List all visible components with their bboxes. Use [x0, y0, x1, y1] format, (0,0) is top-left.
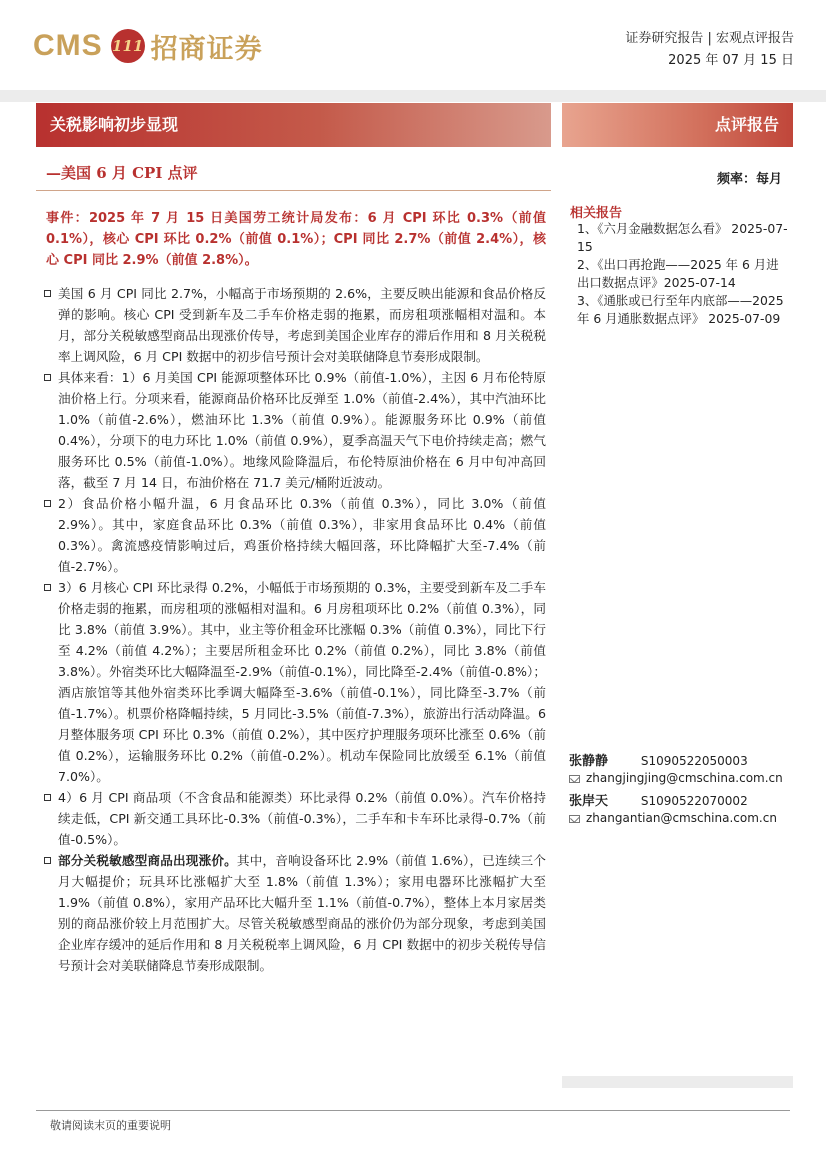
checkbox-bullet-icon — [44, 500, 51, 507]
paragraph-text: 具体来看：1）6 月美国 CPI 能源项整体环比 0.9%（前值-1.0%），主因 6 月布伦特原油价格上行。分项来看，能源商品价格环比反弹至 1.0%（前值-2.4%），其中汽油环比 1.0%（前值-2.6%），燃油环比 1.3%（前值 0.9%）。能源服务环比 0.9%（前值 0.4%），分项下的电力环比 1.0%（前值 0.9%），夏季高温天气下电价持续走高；燃气服务环比 0.5%（前值-1.0%）。地缘风险降温后，布伦特原油价格在 6 月中旬冲高回落，截至 7 月 14 日，布油价格在 71.7 美元/桶附近波动。 — [58, 370, 546, 490]
related-reports-list — [577, 220, 789, 328]
checkbox-bullet-icon — [44, 290, 51, 297]
paragraph-text: 3）6 月核心 CPI 环比录得 0.2%，小幅低于市场预期的 0.3%，主要受到新车及二手车价格走弱的拖累，而房租项的涨幅相对温和。6 月房租项环比 0.2%（前值 0.3%），同比 3.8%（前值 3.9%）。其中，业主等价租金环比涨幅 0.3%（前值 0.3%），同比下行至 4.2%（前值 4.2%）；主要居所租金环比 0.2%（前值 0.2%），同比 3.8%（前值 3.8%）。外宿类环比大幅降温至-2.9%（前值-0.1%），同比降至-2.4%（前值-0.8%）；酒店旅馆等其他外宿类环比季调大幅降至-3.6%（前值-0.1%），同比降至-3.7%（前值-1.7%）。机票价格降幅持续，5 月同比-3.5%（前值-7.3%），旅游出行活动降温。6 月整体服务项 CPI 环比 0.3%（前值 0.2%），其中医疗护理服务项环比涨至 0.6%（前值 0.2%），运输服务环比 0.2%（前值-0.2%）。机动车保险同比放缓至 6.1%（前值 7.0%）。 — [58, 580, 546, 784]
report-type: 证券研究报告 | 宏观点评报告 — [625, 31, 794, 46]
related-report-link[interactable]: 1、《六月金融数据怎么看》 2025-07-15 — [577, 221, 788, 254]
report-subtitle: —美国 6 月 CPI 点评 — [46, 164, 198, 182]
report-title-banner: 关税影响初步显现 — [36, 103, 551, 147]
paragraph-text: 4）6 月 CPI 商品项（不含食品和能源类）环比录得 0.2%（前值 0.0%）。汽车价格持续走低，CPI 新交通工具环比-0.3%（前值-0.3%），二手车和卡车环比录得-0.7%（前值-0.5%）。 — [58, 790, 546, 847]
logo-cms-text: CMS — [33, 29, 103, 62]
report-date: 2025 年 07 月 15 日 — [668, 53, 794, 68]
author-id: S1090522050003 — [640, 754, 748, 768]
author-1-email-row — [569, 771, 783, 785]
report-category-banner: 点评报告 — [562, 103, 793, 147]
author-1 — [569, 750, 748, 769]
paragraph-text: 2）食品价格小幅升温，6 月食品环比 0.3%（前值 0.3%），同比 3.0%（前值 2.9%）。其中，家庭食品环比 0.3%（前值 0.3%），非家用食品环比 0.4%（前值 0.3%）。禽流感疫情影响过后，鸡蛋价格持续大幅回落，环比降幅扩大至-7.4%（前值-2.7%）。 — [58, 496, 546, 574]
paragraph-lead: 部分关税敏感型商品出现涨价。 — [58, 853, 237, 868]
related-report-link[interactable]: 2、《出口再抢跑——2025 年 6 月进出口数据点评》2025-07-14 — [577, 257, 779, 290]
body-paragraph — [44, 850, 546, 976]
author-name: 张静静 — [569, 754, 609, 769]
paragraph-text: 其中，音响设备环比 2.9%（前值 1.6%），已连续三个月大幅提价；玩具环比涨幅扩大至 1.8%（前值 1.3%）；家用电器环比涨幅扩大至 1.9%（前值 0.8%），家用产品环比大幅升至 1.1%（前值-0.7%），整体上本月家居类别的商品涨价较上月范围扩大。尽管关税敏感型商品的涨价仍为部分现象，考虑到美国企业库存缓冲的延后作用和 8 月关税税率上调风险，6 月 CPI 数据中的初步关税传导信号预计会对美联储降息节奏形成限制。 — [58, 853, 546, 973]
subtitle-divider — [36, 190, 551, 191]
header-meta — [625, 28, 794, 72]
author-2-email-row — [569, 811, 777, 825]
event-summary: 事件：2025 年 7 月 15 日美国劳工统计局发布：6 月 CPI 环比 0.3%（前值 0.1%），核心 CPI 环比 0.2%（前值 0.1%）；CPI 同比 2.7%（前值 2.4%），核心 CPI 同比 2.9%（前值 2.8%）。 — [46, 211, 546, 268]
author-name: 张岸天 — [569, 794, 609, 809]
related-reports-title: 相关报告 — [570, 206, 623, 221]
company-logo — [33, 26, 263, 66]
checkbox-bullet-icon — [44, 794, 51, 801]
author-email[interactable]: zhangantian@cmschina.com.cn — [586, 811, 777, 825]
body-paragraph — [44, 283, 546, 367]
email-icon — [569, 815, 580, 823]
sidebar-bottom-bar — [562, 1076, 793, 1088]
body-paragraph — [44, 493, 546, 577]
body-paragraph — [44, 787, 546, 850]
author-email[interactable]: zhangjingjing@cmschina.com.cn — [586, 771, 783, 785]
body-paragraph — [44, 577, 546, 787]
footer-note: 敬请阅读末页的重要说明 — [50, 1119, 171, 1132]
logo-badge-icon: 111 — [111, 29, 145, 63]
footer-divider — [36, 1110, 790, 1111]
author-2 — [569, 790, 748, 809]
author-id: S1090522070002 — [640, 794, 748, 808]
body-content — [44, 283, 546, 976]
checkbox-bullet-icon — [44, 374, 51, 381]
body-paragraph — [44, 367, 546, 493]
email-icon — [569, 775, 580, 783]
header-divider — [0, 90, 826, 102]
checkbox-bullet-icon — [44, 857, 51, 864]
logo-chinese-text: 招商证券 — [150, 33, 263, 65]
paragraph-text: 美国 6 月 CPI 同比 2.7%，小幅高于市场预期的 2.6%，主要反映出能源和食品价格反弹的影响。核心 CPI 受到新车及二手车价格走弱的拖累，而房租项涨幅相对温和。本月，部分关税敏感型商品出现涨价传导，考虑到美国企业库存的滞后作用和 8 月关税税率上调风险，6 月 CPI 数据中的初步信号预计会对美联储降息节奏形成限制。 — [58, 286, 546, 364]
related-report-link[interactable]: 3、《通胀或已行至年内底部——2025 年 6 月通胀数据点评》 2025-07-09 — [577, 293, 784, 326]
frequency-label: 频率：每月 — [716, 172, 782, 187]
checkbox-bullet-icon — [44, 584, 51, 591]
